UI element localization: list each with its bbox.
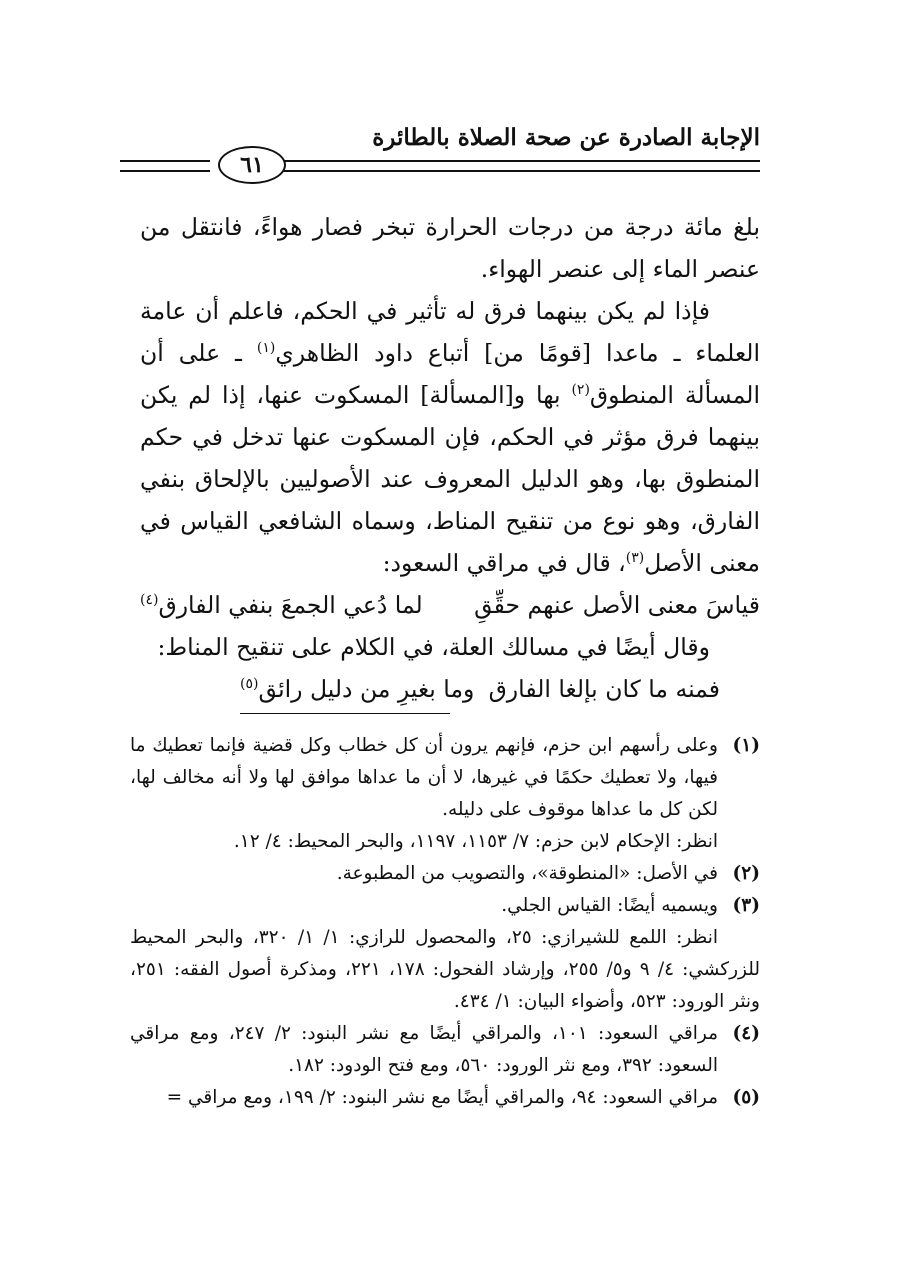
footnote-text: مراقي السعود: ١٠١، والمراقي أيضًا مع نشر البنود: ٢/ ٢٤٧، ومع مراقي السعود: ٣٩٢، ومع نثر الورود: ٥٦٠، ومع فتح الودود: ١٨٢.: [130, 1023, 718, 1076]
footnote-reference: انظر: اللمع للشيرازي: ٢٥، والمحصول للرازي: ١/ ١/ ٣٢٠، والبحر المحيط للزركشي: ٤/ ٩ و٥/ ٢٥٥، وإرشاد الفحول: ١٧٨، ٢٢١، ومذكرة أصول الفقه: ٢٥١، ونثر الورود: ٥٢٣، وأضواء البيان: ١/ ٤٣٤.: [130, 927, 760, 1012]
footnote-item: [130, 1082, 760, 1114]
footnote-number: (٥): [732, 1087, 760, 1108]
page-number: ٦١: [218, 146, 286, 184]
footnote-item: [130, 730, 760, 826]
footnote-reference: انظر: الإحكام لابن حزم: ٧/ ١١٥٣، ١١٩٧، والبحر المحيط: ٤/ ١٢.: [233, 831, 718, 852]
footnote-number: (٤): [732, 1023, 760, 1044]
footnote-ref[interactable]: (٤): [140, 592, 159, 609]
footnote-text: في الأصل: «المنطوقة»، والتصويب من المطبوعة.: [336, 863, 718, 884]
footnote-number: (١): [732, 735, 760, 756]
verse-hemistich: فمنه ما كان بإلغا الفارق: [488, 675, 720, 703]
text-run: فإذا لم يكن بينهما فرق له تأثير في الحكم، فاعلم أن عامة العلماء ـ ماعدا [قومًا من] أتباع داود الظاهري: [140, 297, 760, 367]
text-run: بها و[المسألة] المسكوت عنها، إذا لم يكن بينهما فرق مؤثر في الحكم، فإن المسكوت عنها تدخل في حكم المنطوق بها، وهو الدليل المعروف عند الأصوليين بالإلحاق بنفي الفارق، وهو نوع من تنقيح المناط، وسماه الشافعي القياس في معنى الأصل: [140, 381, 760, 577]
footnote-ref[interactable]: (٥): [240, 676, 259, 693]
footnote-text: مراقي السعود: ٩٤، والمراقي أيضًا مع نشر البنود: ٢/ ١٩٩، ومع مراقي =: [166, 1087, 718, 1108]
footnote-text: وعلى رأسهم ابن حزم، فإنهم يرون أن كل خطاب وكل قضية فإنما تعطيك ما فيها، ولا تعطيك حكمًا في غيرها، لا أن ما عداها موافق لها ولا أنه مخالف لها، لكن كل ما عداها موقوف على دليله.: [130, 735, 718, 820]
footnote-item: [130, 890, 760, 922]
footnote-number: (٣): [732, 895, 760, 916]
footnote-ref[interactable]: (٣): [625, 550, 645, 567]
paragraph: بلغ مائة درجة من درجات الحرارة تبخر فصار هواءً، فانتقل من عنصر الماء إلى عنصر الهواء.: [140, 213, 760, 283]
verse-line: [140, 668, 760, 710]
header-rule: [120, 160, 210, 162]
header-rule: [120, 170, 210, 172]
paragraph: وقال أيضًا في مسالك العلة، في الكلام على تنقيح المناط:: [157, 633, 710, 661]
footnote-ref[interactable]: (١): [256, 340, 276, 357]
verse-hemistich: [140, 584, 423, 626]
header-rule: [280, 170, 760, 172]
footnote-ref[interactable]: (٢): [571, 382, 590, 399]
text-run: وما بغيرِ من دليل رائق: [258, 675, 475, 703]
paragraph: [140, 290, 760, 584]
verse-line: [140, 584, 760, 626]
text-run: لما دُعي الجمعَ بنفي الفارق: [158, 591, 423, 619]
footnote-text: ويسميه أيضًا: القياس الجلي.: [501, 895, 718, 916]
verse-hemistich: [240, 668, 474, 710]
footnote-number: (٢): [732, 863, 760, 884]
footnote-item: [130, 858, 760, 890]
running-title: الإجابة الصادرة عن صحة الصلاة بالطائرة: [372, 124, 760, 151]
header-rule: [280, 160, 760, 162]
verse-hemistich: قياسَ معنى الأصل عنهم حقِّقِ: [474, 591, 760, 619]
main-text: [140, 206, 760, 710]
footnote-separator: [240, 713, 450, 714]
text-run: ، قال في مراقي السعود:: [382, 549, 626, 577]
footnote-item: [130, 1018, 760, 1082]
footnotes: [130, 730, 760, 1114]
text-run: ـ على أن المسألة المنطوق: [140, 339, 760, 409]
